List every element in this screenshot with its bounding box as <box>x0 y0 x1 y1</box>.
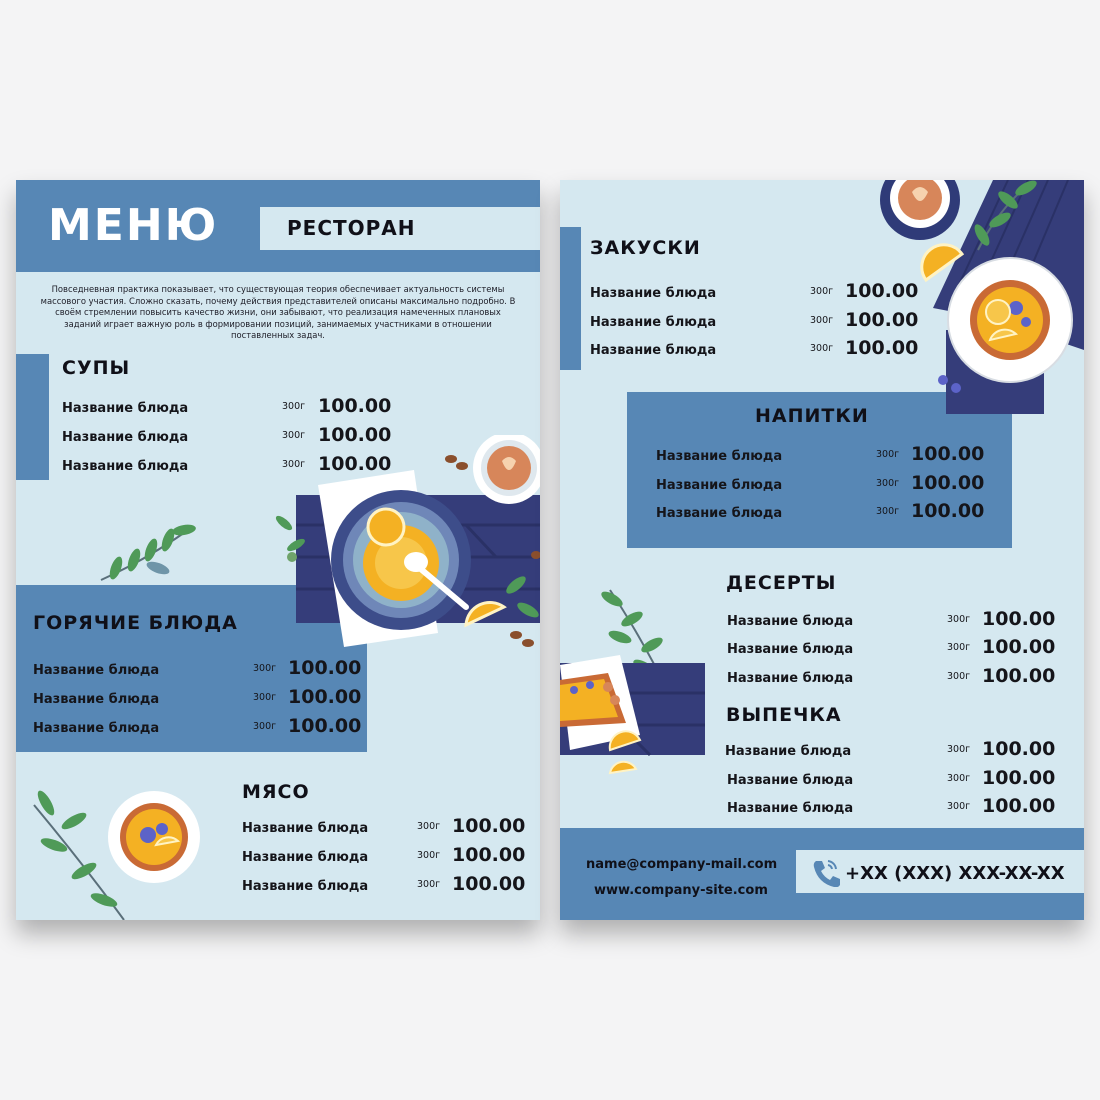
dish-name: Название блюда <box>62 459 189 474</box>
dish-weight: 300г <box>876 449 900 460</box>
dish-price: 100.00 <box>982 608 1056 630</box>
dish-price: 100.00 <box>318 424 392 446</box>
phone-icon <box>810 857 840 887</box>
menu-item <box>656 474 986 498</box>
dish-weight: 300г <box>810 286 834 297</box>
dish-weight: 300г <box>282 459 306 470</box>
section-title-hot-dishes: ГОРЯЧИЕ БЛЮДА <box>33 612 238 634</box>
dish-price: 100.00 <box>845 309 919 331</box>
dish-weight: 300г <box>876 478 900 489</box>
dish-price: 100.00 <box>911 443 985 465</box>
dish-weight: 300г <box>417 879 441 890</box>
menu-item <box>727 797 1057 821</box>
section-title-soups: СУПЫ <box>62 357 131 379</box>
menu-page-left <box>16 180 540 920</box>
tart-icon <box>108 791 200 883</box>
dish-price: 100.00 <box>452 815 526 837</box>
dish-weight: 300г <box>810 343 834 354</box>
dish-name: Название блюда <box>656 506 783 521</box>
dish-name: Название блюда <box>62 401 189 416</box>
dish-weight: 300г <box>947 801 971 812</box>
section-title-pastry: ВЫПЕЧКА <box>726 704 842 726</box>
dish-weight: 300г <box>947 744 971 755</box>
menu-page-right <box>560 180 1084 920</box>
coffee-cup-icon <box>473 435 540 504</box>
dish-price: 100.00 <box>982 665 1056 687</box>
menu-item <box>590 311 920 335</box>
menu-item <box>656 502 986 526</box>
dish-price: 100.00 <box>911 500 985 522</box>
menu-item <box>33 688 363 712</box>
menu-item <box>242 846 532 870</box>
dish-price: 100.00 <box>982 738 1056 760</box>
contact-email[interactable]: name@company-mail.com <box>586 857 778 872</box>
menu-item <box>33 717 363 741</box>
section-title-snacks: ЗАКУСКИ <box>590 237 701 259</box>
section-title-meat: МЯСО <box>242 781 310 803</box>
dish-name: Название блюда <box>590 315 717 330</box>
menu-item <box>62 397 392 421</box>
tart-icon <box>948 258 1072 382</box>
menu-item <box>242 875 532 899</box>
dish-name: Название блюда <box>33 692 160 707</box>
dish-price: 100.00 <box>452 873 526 895</box>
dish-price: 100.00 <box>452 844 526 866</box>
dish-weight: 300г <box>282 401 306 412</box>
dish-weight: 300г <box>282 430 306 441</box>
menu-title: МЕНЮ <box>48 200 219 251</box>
menu-item <box>590 282 920 306</box>
dish-price: 100.00 <box>288 686 362 708</box>
coffee-cup-icon <box>880 180 960 240</box>
dish-name: Название блюда <box>33 663 160 678</box>
dish-name: Название блюда <box>33 721 160 736</box>
dish-name: Название блюда <box>727 773 854 788</box>
dish-price: 100.00 <box>288 715 362 737</box>
leaf-branch-icon <box>34 788 124 920</box>
restaurant-subtitle: РЕСТОРАН <box>287 216 416 240</box>
menu-item <box>727 610 1057 634</box>
dish-price: 100.00 <box>982 795 1056 817</box>
dish-weight: 300г <box>947 642 971 653</box>
leaf-branch-icon <box>96 520 196 585</box>
dish-name: Название блюда <box>242 821 369 836</box>
soup-bowl-icon <box>331 490 471 630</box>
menu-item <box>725 740 1055 764</box>
soup-table-illustration <box>266 435 540 675</box>
dish-price: 100.00 <box>911 472 985 494</box>
dish-price: 100.00 <box>318 453 392 475</box>
dish-price: 100.00 <box>845 337 919 359</box>
dish-price: 100.00 <box>288 657 362 679</box>
dish-name: Название блюда <box>62 430 189 445</box>
dish-weight: 300г <box>253 721 277 732</box>
section-title-desserts: ДЕСЕРТЫ <box>726 572 837 594</box>
dish-weight: 300г <box>253 663 277 674</box>
menu-item <box>727 638 1057 662</box>
menu-item <box>727 667 1057 691</box>
dish-name: Название блюда <box>727 801 854 816</box>
dish-weight: 300г <box>417 850 441 861</box>
snacks-accent-bar <box>560 227 581 370</box>
dish-price: 100.00 <box>318 395 392 417</box>
dish-weight: 300г <box>947 773 971 784</box>
contact-website[interactable]: www.company-site.com <box>594 883 768 898</box>
dish-name: Название блюда <box>656 478 783 493</box>
soups-accent-bar <box>16 354 49 480</box>
dish-weight: 300г <box>947 671 971 682</box>
dish-name: Название блюда <box>590 343 717 358</box>
tart-plate-illustration <box>24 785 214 920</box>
tart-table-illustration <box>878 180 1084 416</box>
dish-price: 100.00 <box>982 636 1056 658</box>
contact-phone[interactable]: +XX (XXX) XXX-XX-XX <box>845 863 1065 884</box>
dish-name: Название блюда <box>725 744 852 759</box>
dish-name: Название блюда <box>590 286 717 301</box>
dish-weight: 300г <box>876 506 900 517</box>
dish-name: Название блюда <box>242 879 369 894</box>
menu-item <box>656 445 986 469</box>
dish-weight: 300г <box>417 821 441 832</box>
section-title-drinks: НАПИТКИ <box>755 405 869 427</box>
dish-price: 100.00 <box>845 280 919 302</box>
dish-weight: 300г <box>810 315 834 326</box>
menu-item <box>727 769 1057 793</box>
dish-name: Название блюда <box>242 850 369 865</box>
intro-paragraph: Повседневная практика показывает, что существующая теория обеспечивает актуальность системы массового участия. Сложно сказать, почему действия представителей описаны максимально подробно. В своём стремлении повысить качество жизни, они забывают, что реализация намеченных плановых заданий играет важную роль в формировании позиций, занимаемых участниками в отношении поставленных задач. <box>40 284 516 340</box>
dish-weight: 300г <box>253 692 277 703</box>
dish-name: Название блюда <box>727 642 854 657</box>
dish-name: Название блюда <box>727 671 854 686</box>
dish-weight: 300г <box>947 614 971 625</box>
menu-item <box>590 339 920 363</box>
dish-name: Название блюда <box>727 614 854 629</box>
menu-item <box>242 817 532 841</box>
pastry-table-illustration <box>560 585 710 785</box>
dish-price: 100.00 <box>982 767 1056 789</box>
dish-name: Название блюда <box>656 449 783 464</box>
